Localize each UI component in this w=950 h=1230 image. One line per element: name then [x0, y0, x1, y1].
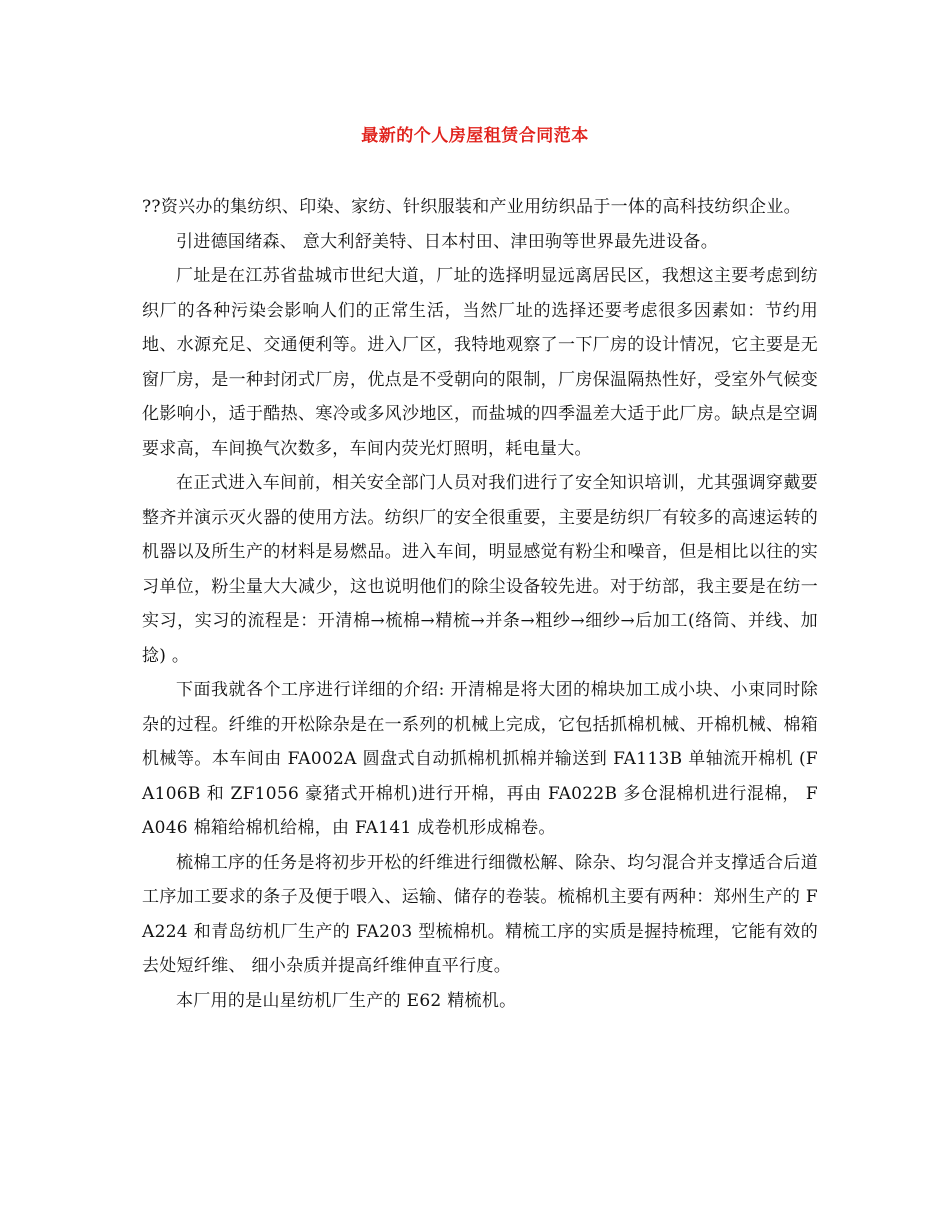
- paragraph-6: 梳棉工序的任务是将初步开松的纤维进行细微松解、除杂、均匀混合并支撑适合后道工序加工要求的条子及便于喂入、运输、储存的卷装。梳棉机主要有两种：郑州生产的 FA224 和青岛纺机厂生产的 FA203 型梳棉机。精梳工序的实质是握持梳理，它能有效的去处短纤维、 细小杂质并提高纤维伸直平行度。: [142, 852, 818, 976]
- paragraph-7: 本厂用的是山星纺机厂生产的 E62 精梳机。: [176, 990, 517, 1011]
- paragraph-5: 下面我就各个工序进行详细的介绍: 开清棉是将大团的棉块加工成小块、小束同时除杂的过程。纤维的开松除杂是在一系列的机械上完成，它包括抓棉机械、开棉机械、棉箱机械等。本车间由 FA002A 圆盘式自动抓棉机抓棉并输送到 FA113B 单轴流开棉机 (FA106B 和 ZF1056 豪猪式开棉机)进行开棉，再由 FA022B 多仓混棉机进行混棉， FA046 棉箱给棉机给棉，由 FA141 成卷机形成棉卷。: [142, 680, 818, 838]
- paragraph-1: ??资兴办的集纺织、印染、家纺、针织服装和产业用纺织品于一体的高科技纺织企业。: [142, 197, 801, 217]
- document-title: 最新的个人房屋租赁合同范本: [361, 126, 589, 146]
- paragraph-3: 厂址是在江苏省盐城市世纪大道，厂址的选择明显远离居民区，我想这主要考虑到纺织厂的各种污染会影响人们的正常生活，当然厂址的选择还要考虑很多因素如：节约用地、水源充足、交通便利等。进入厂区，我特地观察了一下厂房的设计情况，它主要是无窗厂房，是一种封闭式厂房，优点是不受朝向的限制，厂房保温隔热性好，受室外气候变化影响小，适于酷热、寒冷或多风沙地区，而盐城的四季温差大适于此厂房。缺点是空调要求高，车间换气次数多，车间内荧光灯照明，耗电量大。: [142, 266, 818, 459]
- paragraph-4: 在正式进入车间前，相关安全部门人员对我们进行了安全知识培训，尤其强调穿戴要整齐并演示灭火器的使用方法。纺织厂的安全很重要，主要是纺织厂有较多的高速运转的机器以及所生产的材料是易燃品。进入车间，明显感觉有粉尘和噪音，但是相比以往的实习单位，粉尘量大大减少，这也说明他们的除尘设备较先进。对于纺部，我主要是在纺一实习，实习的流程是：开清棉→梳棉→精梳→并条→粗纱→细纱→后加工(络筒、并线、加捻) 。: [142, 473, 818, 666]
- paragraph-2: 引进德国绪森、 意大利舒美特、日本村田、津田驹等世界最先进设备。: [176, 231, 719, 252]
- document-body: [142, 190, 818, 1018]
